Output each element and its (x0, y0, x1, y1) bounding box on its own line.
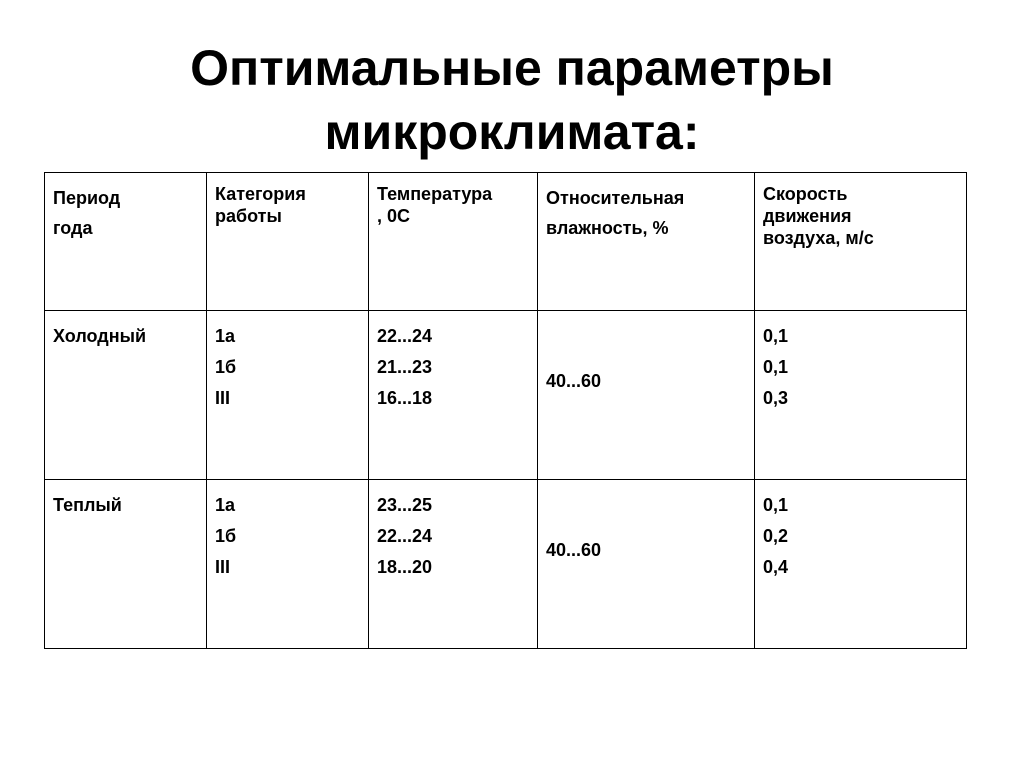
temperature-cell: 22...24 21...23 16...18 (369, 311, 538, 480)
title-line-2: микроклимата: (324, 104, 700, 160)
air-speed-cell: 0,1 0,1 0,3 (755, 311, 967, 480)
header-category: Категория работы (207, 173, 369, 311)
period-cell: Теплый (45, 480, 207, 649)
header-temperature: Температура , 0С (369, 173, 538, 311)
category-cell: 1а 1б III (207, 480, 369, 649)
table-row (45, 311, 967, 480)
air-speed-cell: 0,1 0,2 0,4 (755, 480, 967, 649)
header-period: Период года (45, 173, 207, 311)
humidity-cell: 40...60 (538, 480, 755, 649)
table-header-row (45, 173, 967, 311)
period-cell: Холодный (45, 311, 207, 480)
page-title (0, 36, 1024, 164)
header-humidity: Относительная влажность, % (538, 173, 755, 311)
humidity-cell: 40...60 (538, 311, 755, 480)
microclimate-table (44, 172, 967, 649)
title-line-1: Оптимальные параметры (190, 40, 834, 96)
table-row (45, 480, 967, 649)
category-cell: 1а 1б III (207, 311, 369, 480)
temperature-cell: 23...25 22...24 18...20 (369, 480, 538, 649)
header-air-speed: Скорость движения воздуха, м/с (755, 173, 967, 311)
